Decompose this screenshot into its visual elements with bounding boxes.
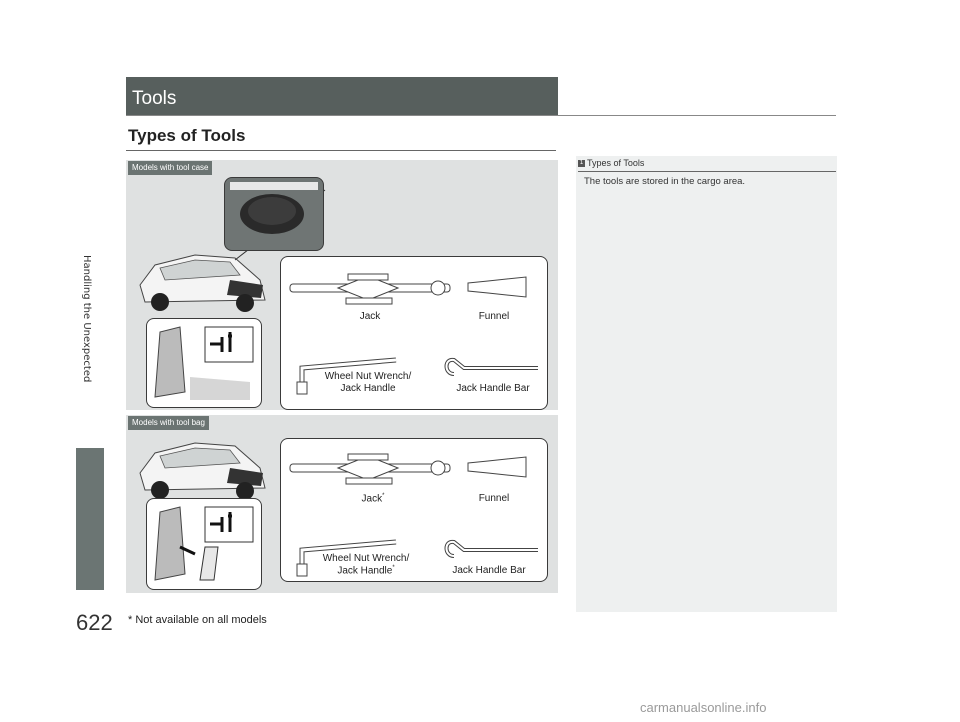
header-divider (126, 115, 836, 116)
note-body: The tools are stored in the cargo area. (584, 176, 746, 187)
funnel-illustration (468, 275, 528, 301)
jack-handle-bar-label-2: Jack Handle Bar (452, 565, 526, 576)
page-title: Tools (132, 88, 177, 109)
jack-illustration-2 (288, 452, 456, 488)
funnel-label: Funnel (478, 311, 510, 322)
jack-handle-bar-label: Jack Handle Bar (456, 383, 530, 394)
page-header-bar (126, 77, 558, 115)
funnel-illustration-2 (468, 455, 528, 481)
tool-bag-tag: Models with tool bag (128, 416, 209, 430)
watermark: carmanualsonline.info (640, 700, 767, 715)
section-heading: Types of Tools (128, 126, 246, 145)
car-rear-illustration-2 (135, 428, 275, 508)
jack-label-2: Jack* (361, 493, 385, 505)
tool-bag-illustration (150, 502, 256, 584)
note-divider (578, 171, 836, 172)
car-rear-illustration (135, 240, 275, 320)
jack-handle-bar-illustration-2 (444, 538, 540, 562)
jack-label: Jack (359, 311, 381, 322)
wrench-label-line2-2: Jack Handle* (337, 565, 395, 577)
cargo-strap-illustration (150, 322, 256, 402)
wrench-label-line1-2: Wheel Nut Wrench/ (322, 553, 410, 564)
note-box (576, 156, 837, 612)
tool-case-tag: Models with tool case (128, 161, 212, 175)
footnote: * Not available on all models (128, 614, 267, 626)
tool-case-lid-illustration (230, 182, 318, 244)
chapter-tab-marker (76, 448, 104, 590)
wrench-label-line1: Wheel Nut Wrench/ (324, 371, 412, 382)
jack-illustration (288, 272, 456, 308)
note-title: 1 Types of Tools (579, 158, 645, 168)
chapter-side-label: Handling the Unexpected (81, 255, 92, 383)
page-number: 622 (76, 610, 113, 635)
funnel-label-2: Funnel (478, 493, 510, 504)
wrench-label-line2: Jack Handle (340, 383, 396, 394)
note-marker-icon: 1 (579, 160, 584, 167)
jack-handle-bar-illustration (444, 356, 540, 380)
section-divider (126, 150, 556, 151)
